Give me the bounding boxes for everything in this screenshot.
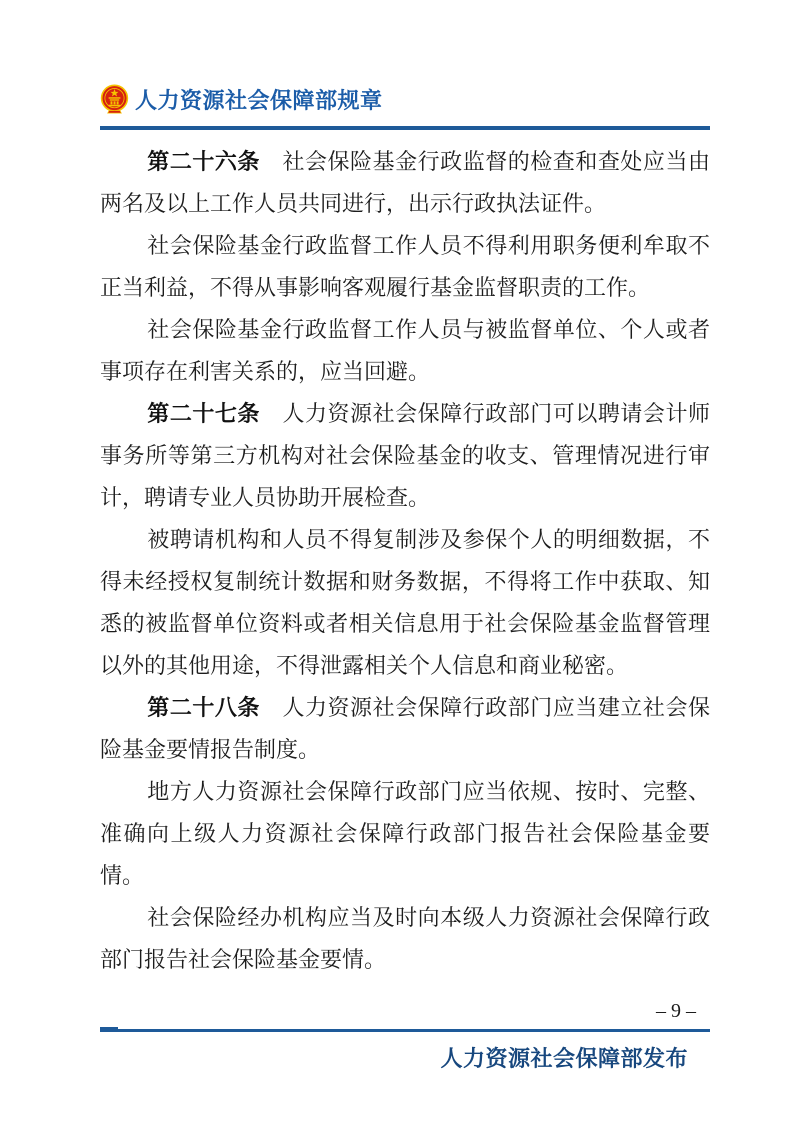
paragraph-text: 人力资源社会保障行政部门可以聘请会计师事务所等第三方机构对社会保险基金的收支、管理情况进行审计，聘请专业人员协助开展检查。 — [100, 401, 710, 510]
paragraph-text: 地方人力资源社会保障行政部门应当依规、按时、完整、准确向上级人力资源社会保障行政部门报告社会保险基金要情。 — [100, 779, 710, 888]
article-number: 第二十六条 — [147, 149, 283, 174]
national-emblem-icon — [100, 84, 129, 115]
paragraph — [100, 393, 710, 519]
paragraph — [100, 519, 710, 687]
paragraph — [100, 309, 710, 393]
paragraph-text: 被聘请机构和人员不得复制涉及参保个人的明细数据，不得未经授权复制统计数据和财务数据，不得将工作中获取、知悉的被监督单位资料或者相关信息用于社会保险基金监督管理以外的其他用途，不得泄露相关个人信息和商业秘密。 — [100, 527, 710, 678]
paragraph — [100, 897, 710, 981]
page-header — [100, 83, 710, 115]
page-content — [100, 83, 710, 1074]
footer-rule — [100, 1029, 710, 1032]
publisher-label: 人力资源社会保障部发布 — [440, 1046, 688, 1071]
paragraph — [100, 141, 710, 225]
paragraph-text: 社会保险经办机构应当及时向本级人力资源社会保障行政部门报告社会保险基金要情。 — [100, 905, 710, 972]
paragraph-text: 社会保险基金行政监督工作人员与被监督单位、个人或者事项存在利害关系的，应当回避。 — [100, 317, 710, 384]
page-title: 人力资源社会保障部规章 — [135, 87, 383, 113]
document-body — [100, 141, 710, 981]
paragraph — [100, 687, 710, 771]
paragraph-text: 社会保险基金行政监督的检查和查处应当由两名及以上工作人员共同进行，出示行政执法证件。 — [100, 149, 710, 216]
article-number: 第二十七条 — [147, 401, 283, 426]
header-rule — [100, 126, 710, 130]
paragraph-text: 社会保险基金行政监督工作人员不得利用职务便利牟取不正当利益，不得从事影响客观履行基金监督职责的工作。 — [100, 233, 710, 300]
article-number: 第二十八条 — [147, 695, 283, 720]
paragraph — [100, 771, 710, 897]
paragraph — [100, 225, 710, 309]
paragraph-text: 人力资源社会保障行政部门应当建立社会保险基金要情报告制度。 — [100, 695, 710, 762]
page-number: – 9 – — [656, 1000, 696, 1022]
